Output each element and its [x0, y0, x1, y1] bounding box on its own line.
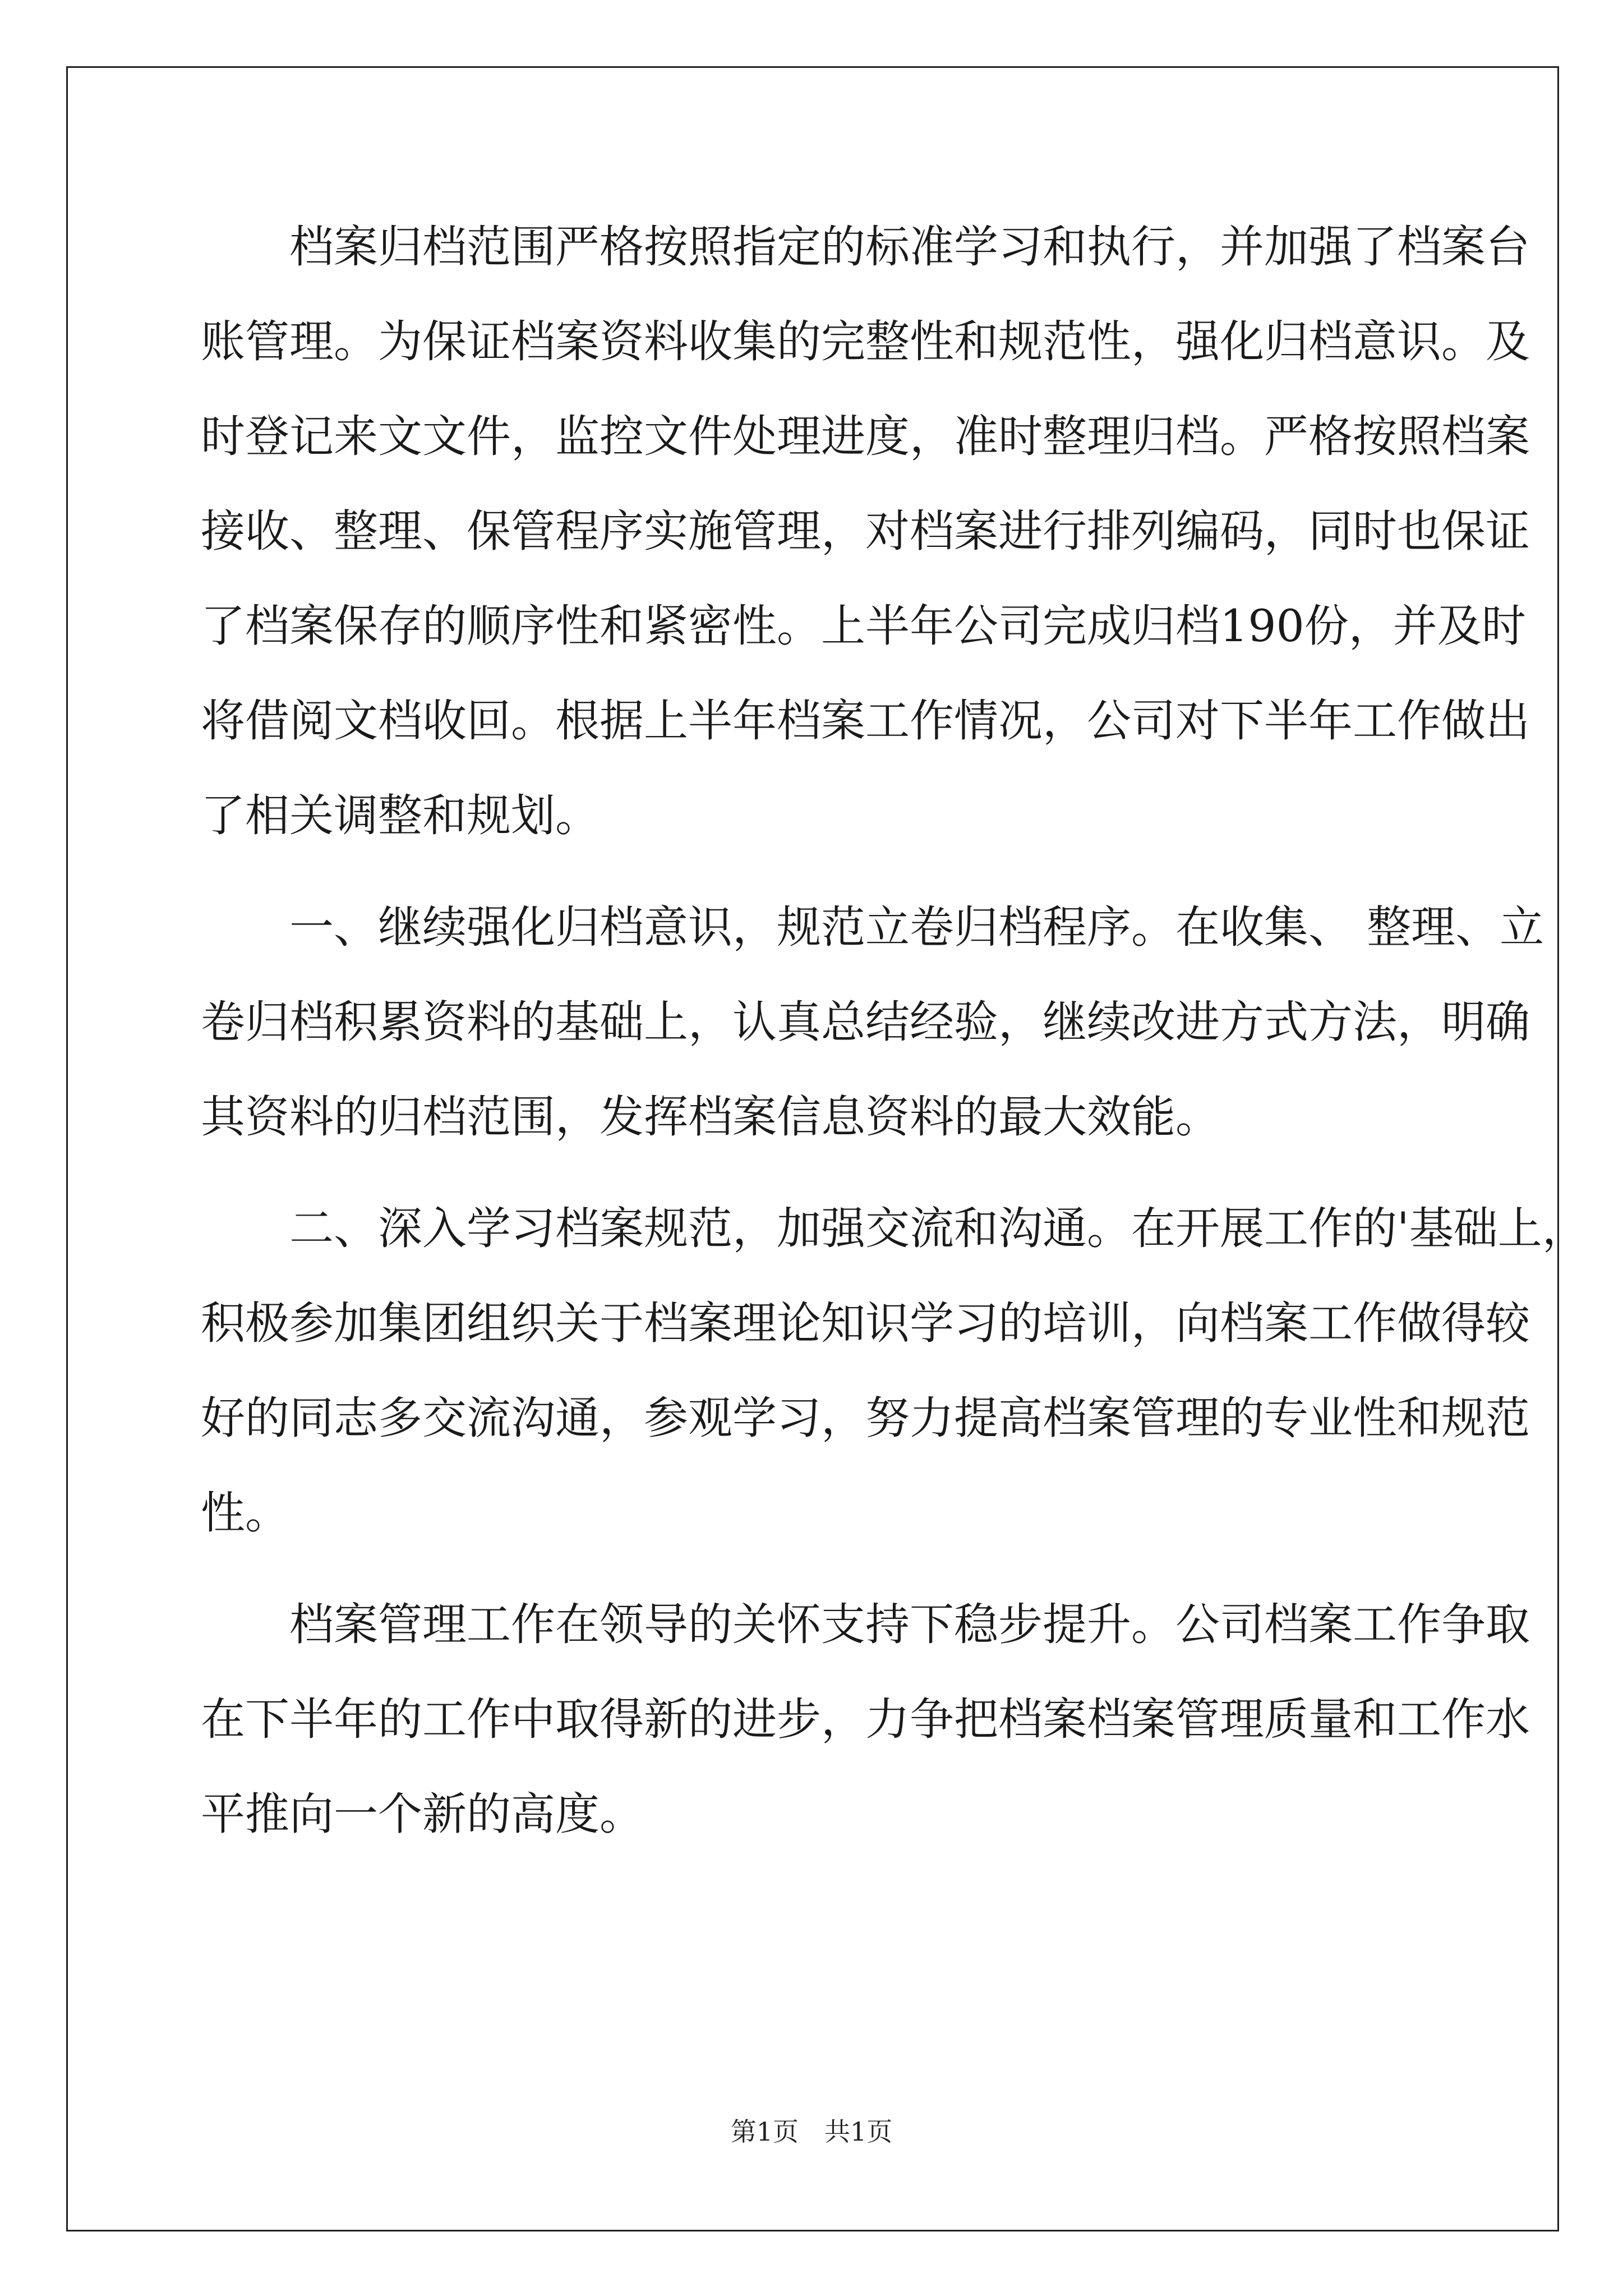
paragraph-line: 性。	[201, 1487, 289, 1539]
paragraph-line: 平推向一个新的高度。	[201, 1788, 644, 1840]
paragraph-line: 账管理。为保证档案资料收集的完整性和规范性，强化归档意识。及	[201, 316, 1530, 367]
paragraph-line: 在下半年的工作中取得新的进步，力争把档案档案管理质量和工作水	[201, 1694, 1530, 1745]
paragraph-line: 接收、整理、保管程序实施管理，对档案进行排列编码，同时也保证	[201, 505, 1530, 557]
paragraph-line: 卷归档积累资料的基础上，认真总结经验，继续改进方式方法，明确	[201, 996, 1530, 1048]
paragraph-line: 档案归档范围严格按照指定的标准学习和执行，并加强了档案台	[289, 221, 1530, 273]
paragraph-line: 积极参加集团组织关于档案理论知识学习的培训，向档案工作做得较	[201, 1297, 1530, 1349]
paragraph-line: 一、继续强化归档意识，规范立卷归档程序。在收集、 整理、立	[289, 901, 1544, 953]
page-number: 第1页 共1页	[730, 2116, 893, 2147]
paragraph-line: 时登记来文文件，监控文件处理进度，准时整理归档。严格按照档案	[201, 411, 1530, 462]
paragraph-line: 好的同志多交流沟通，参观学习，努力提高档案管理的专业性和规范	[201, 1392, 1530, 1444]
paragraph-line: 了相关调整和规划。	[201, 790, 600, 841]
paragraph-line: 档案管理工作在领导的关怀支持下稳步提升。公司档案工作争取	[289, 1599, 1530, 1650]
paragraph-line: 将借阅文档收回。根据上半年档案工作情况，公司对下半年工作做出	[201, 695, 1530, 747]
paragraph-line: 了档案保存的顺序性和紧密性。上半年公司完成归档190份，并及时	[201, 600, 1526, 652]
paragraph-line: 其资料的归档范围，发挥档案信息资料的最大效能。	[201, 1091, 1220, 1143]
paragraph-line: 二、深入学习档案规范，加强交流和沟通。在开展工作的'基础上，	[289, 1203, 1587, 1254]
